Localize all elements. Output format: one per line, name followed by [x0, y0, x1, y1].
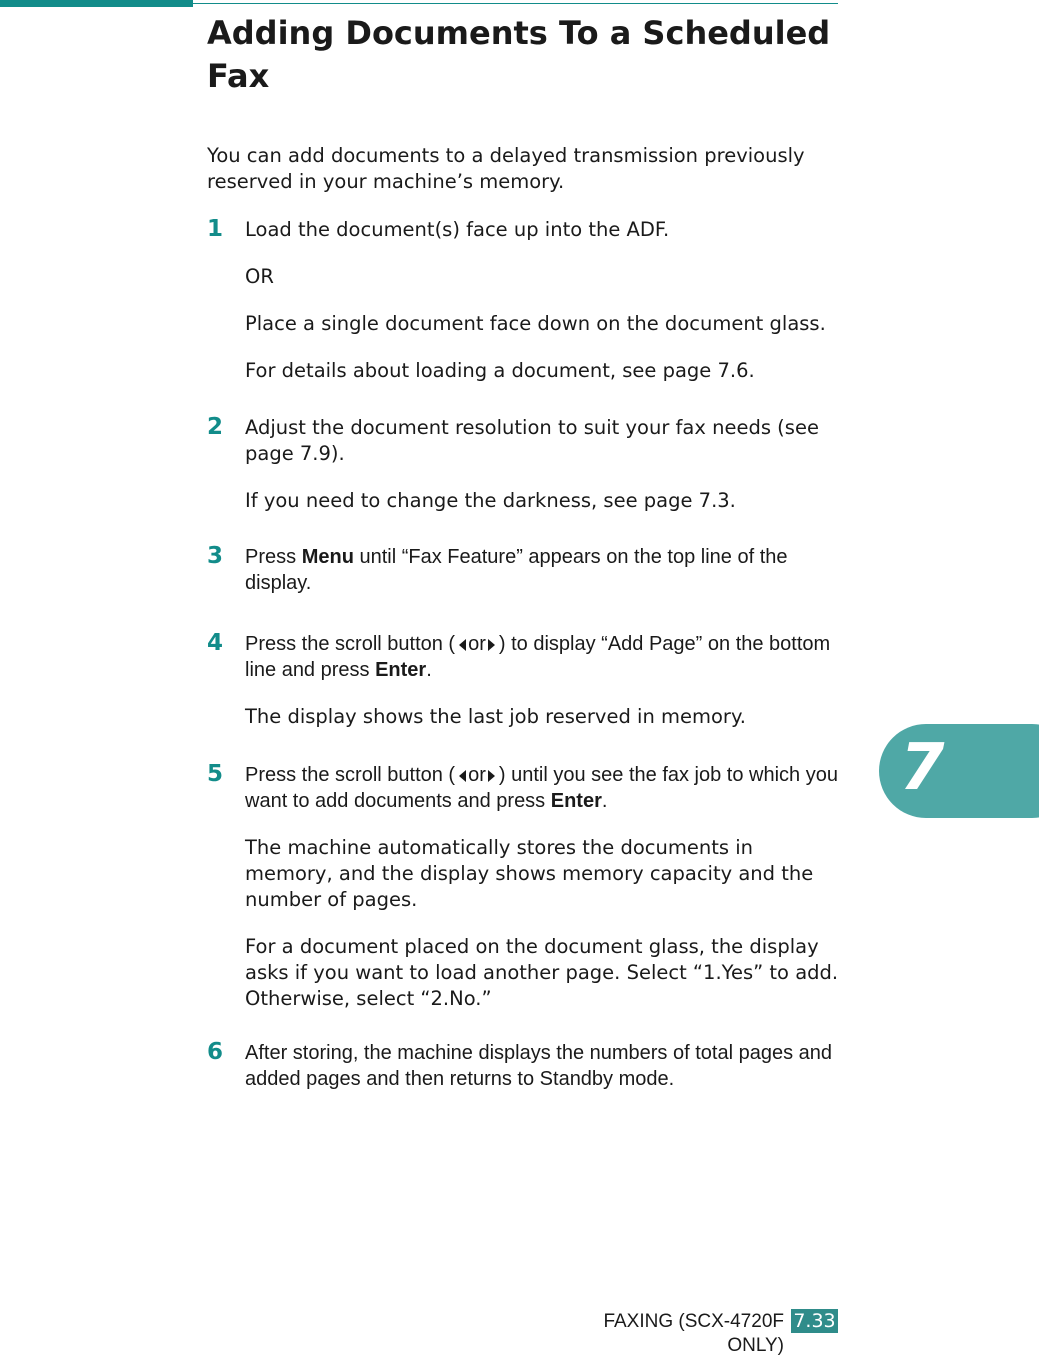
- step-text: Press the scroll button ( or ) until you see the fax job to which you want to add documents and press Enter.: [245, 764, 838, 812]
- step-number: 6: [207, 1039, 224, 1065]
- intro-paragraph: You can add documents to a delayed transmission previously reserved in your machine’s memory.: [207, 144, 805, 193]
- header-rule: [193, 3, 838, 4]
- footer-section-label: FAXING (SCX-4720F ONLY): [603, 1311, 784, 1356]
- step-number: 4: [207, 630, 224, 656]
- menu-key-label: Menu: [301, 546, 354, 568]
- step-note: The display shows the last job reserved in memory.: [245, 705, 746, 728]
- step-text: Load the document(s) face up into the ADF.: [245, 218, 670, 241]
- scroll-left-icon: [459, 770, 466, 782]
- step-text: Adjust the document resolution to suit your fax needs (see page 7.9).: [245, 416, 819, 465]
- scroll-right-icon: [488, 770, 495, 782]
- page-title: Adding Documents To a Scheduled Fax: [207, 14, 831, 95]
- step-note: For a document placed on the document glass, the display asks if you want to load another page. Select “1.Yes” to add. Otherwise, select “2.No.”: [245, 935, 839, 1010]
- header-accent-bar: [0, 0, 193, 7]
- enter-key-label: Enter: [375, 659, 427, 681]
- chapter-number: 7: [900, 731, 945, 805]
- scroll-left-icon: [459, 639, 466, 651]
- scroll-right-icon: [488, 639, 495, 651]
- step-text: After storing, the machine displays the numbers of total pages and added pages and then returns to Standby mode.: [245, 1042, 833, 1090]
- step-text: Press Menu until “Fax Feature” appears on the top line of the display.: [245, 546, 788, 594]
- step-text: OR: [245, 265, 274, 288]
- step-note: The machine automatically stores the documents in memory, and the display shows memory capacity and the number of pages.: [245, 836, 814, 911]
- step-text: Press the scroll button ( or ) to display “Add Page” on the bottom line and press Enter.: [245, 633, 831, 681]
- step-text: If you need to change the darkness, see page 7.3.: [245, 489, 736, 512]
- enter-key-label: Enter: [550, 790, 602, 812]
- step-number: 1: [207, 216, 224, 242]
- step-text: For details about loading a document, see page 7.6.: [245, 359, 755, 382]
- step-number: 3: [207, 543, 224, 569]
- step-text: Place a single document face down on the document glass.: [245, 312, 826, 335]
- step-number: 2: [207, 414, 224, 440]
- page-number: 7.33: [791, 1309, 838, 1333]
- step-number: 5: [207, 761, 224, 787]
